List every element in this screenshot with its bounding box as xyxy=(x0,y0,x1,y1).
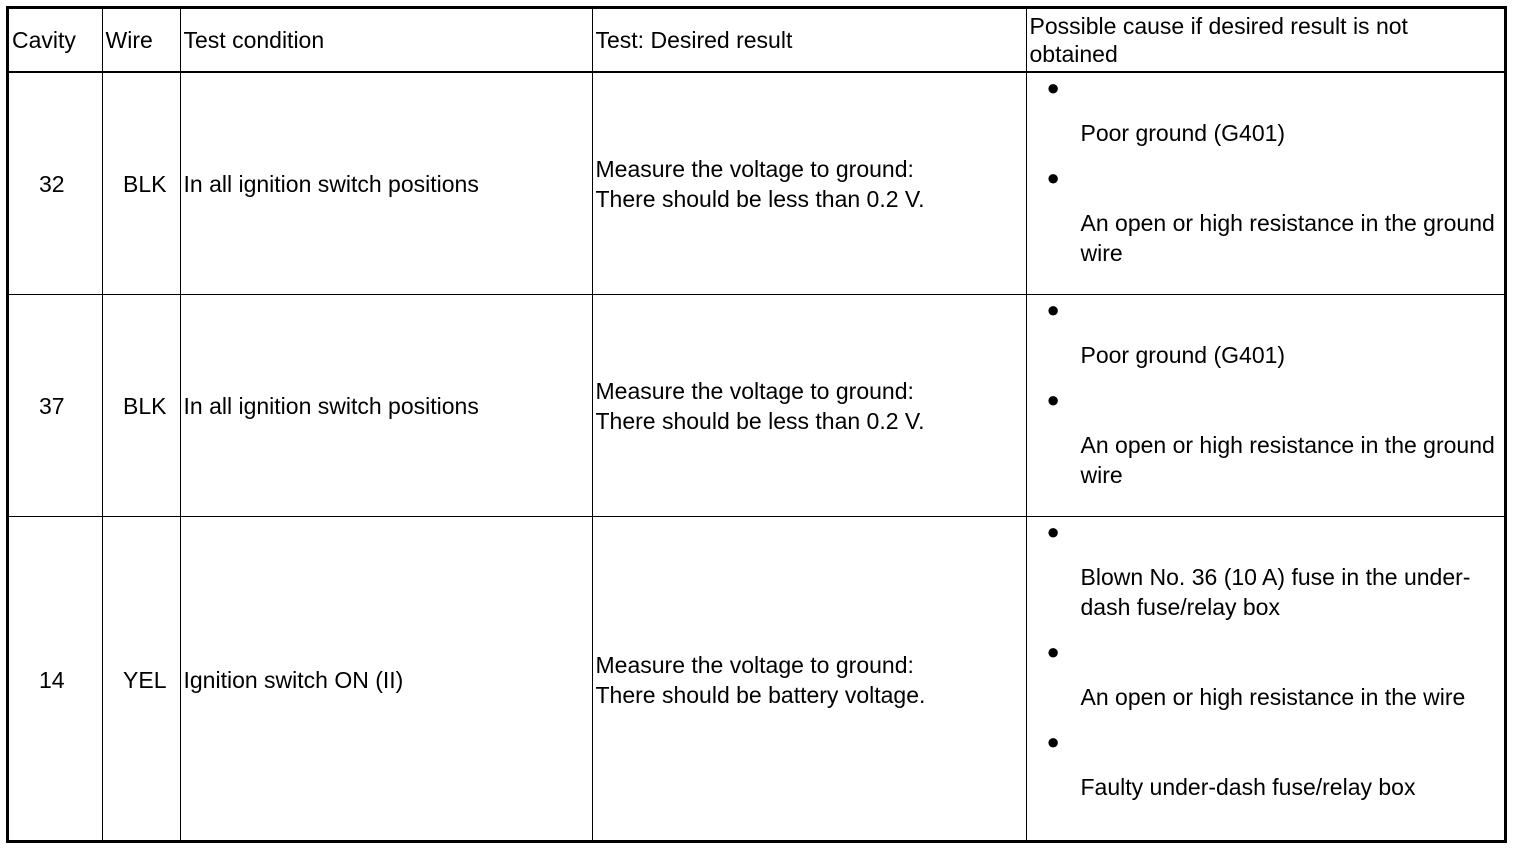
cavity-cell: 37 xyxy=(9,295,102,517)
test-condition-cell: In all ignition switch positions xyxy=(180,295,592,517)
cause-item xyxy=(1027,727,1505,817)
connector-test-table xyxy=(9,9,1504,843)
table-row xyxy=(9,517,1504,844)
header-cavity: Cavity xyxy=(9,9,102,72)
diagnostic-table-frame xyxy=(6,6,1507,843)
possible-cause-cell xyxy=(1026,72,1504,295)
header-possible-cause: Possible cause if desired result is not obtained xyxy=(1026,9,1504,72)
cause-text: Blown No. 36 (10 A) fuse in the under-dash fuse/relay box xyxy=(1080,564,1471,620)
test-condition-cell: Ignition switch ON (II) xyxy=(180,517,592,844)
desired-result-line: Measure the voltage to ground: xyxy=(595,652,914,678)
bullet-icon: ● xyxy=(1046,729,1060,754)
desired-result-line: There should be battery voltage. xyxy=(595,682,926,708)
wire-cell: BLK xyxy=(102,72,180,295)
bullet-icon: ● xyxy=(1046,639,1060,664)
possible-cause-cell xyxy=(1026,295,1504,517)
possible-cause-cell xyxy=(1026,517,1504,844)
desired-result-line: Measure the voltage to ground: xyxy=(595,155,914,182)
bullet-icon: ● xyxy=(1046,165,1060,190)
cause-item xyxy=(1027,517,1505,637)
cavity-cell: 32 xyxy=(9,72,102,295)
header-desired-result: Test: Desired result xyxy=(592,9,1026,72)
cause-text: Poor ground (G401) xyxy=(1080,120,1286,146)
cause-text: An open or high resistance in the wire xyxy=(1080,684,1466,710)
header-wire: Wire xyxy=(102,9,180,72)
desired-result-cell xyxy=(592,295,1026,517)
desired-result-line: There should be less than 0.2 V. xyxy=(595,407,925,434)
cause-item xyxy=(1027,295,1505,385)
desired-result-cell xyxy=(592,72,1026,295)
wire-cell: BLK xyxy=(102,295,180,517)
cause-text: Poor ground (G401) xyxy=(1080,342,1286,368)
cavity-cell: 14 xyxy=(9,517,102,844)
bullet-icon: ● xyxy=(1046,519,1060,544)
bullet-icon: ● xyxy=(1046,387,1060,412)
cause-item xyxy=(1027,385,1505,505)
desired-result-line: Measure the voltage to ground: xyxy=(595,377,914,404)
test-condition-cell: In all ignition switch positions xyxy=(180,72,592,295)
desired-result-cell xyxy=(592,517,1026,844)
cause-text: Faulty under-dash fuse/relay box xyxy=(1080,774,1416,800)
wire-cell: YEL xyxy=(102,517,180,844)
cause-text: An open or high resistance in the ground wire xyxy=(1080,432,1495,488)
header-test-condition: Test condition xyxy=(180,9,592,72)
cause-item xyxy=(1027,163,1505,283)
cause-text: An open or high resistance in the ground wire xyxy=(1080,210,1495,266)
table-row xyxy=(9,295,1504,517)
cause-item xyxy=(1027,73,1505,163)
header-row xyxy=(9,9,1504,72)
table-row xyxy=(9,72,1504,295)
desired-result-line: There should be less than 0.2 V. xyxy=(595,185,925,212)
bullet-icon: ● xyxy=(1046,75,1060,100)
cause-item xyxy=(1027,637,1505,727)
bullet-icon: ● xyxy=(1046,297,1060,322)
